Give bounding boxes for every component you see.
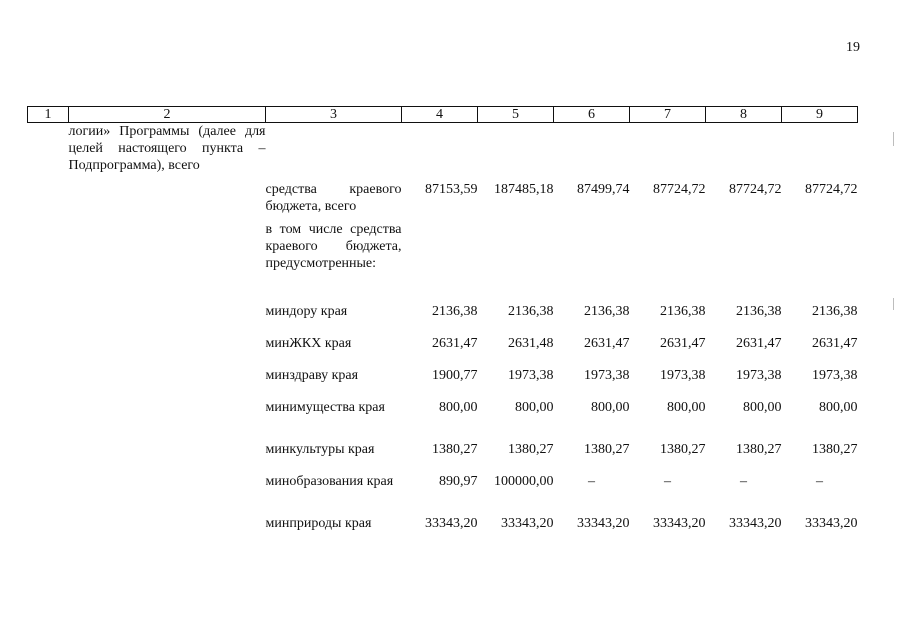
funding-source-label: в том числе средства краевого бюджета, предусмотренные: bbox=[265, 222, 402, 271]
value-cell: 33343,20 bbox=[729, 516, 782, 531]
value-cell: 2136,38 bbox=[432, 304, 478, 319]
value-cell: 2136,38 bbox=[736, 304, 782, 319]
value-cell: – bbox=[588, 474, 595, 489]
value-cell: 33343,20 bbox=[805, 516, 858, 531]
value-cell: 800,00 bbox=[515, 400, 554, 415]
value-cell: – bbox=[816, 474, 823, 489]
scan-artifact-mark bbox=[893, 132, 894, 146]
value-cell: 87499,74 bbox=[577, 182, 630, 197]
funding-source-label: средства краевого бюджета, всего bbox=[265, 182, 402, 214]
value-cell: 800,00 bbox=[591, 400, 630, 415]
column-number-cell: 4 bbox=[402, 107, 478, 123]
value-cell: 87153,59 bbox=[425, 182, 478, 197]
column-number-cell: 6 bbox=[554, 107, 630, 123]
value-cell: 87724,72 bbox=[653, 182, 706, 197]
column-number-cell: 2 bbox=[69, 107, 266, 123]
value-cell: 2631,48 bbox=[508, 336, 554, 351]
value-cell: 87724,72 bbox=[729, 182, 782, 197]
value-cell: 2136,38 bbox=[660, 304, 706, 319]
column-number-cell: 7 bbox=[630, 107, 706, 123]
value-cell: 1900,77 bbox=[432, 368, 478, 383]
table-row bbox=[28, 399, 858, 441]
funding-source-label: миндору края bbox=[265, 304, 348, 319]
table-row bbox=[28, 441, 858, 473]
value-cell: 33343,20 bbox=[501, 516, 554, 531]
column-number-cell: 9 bbox=[782, 107, 858, 123]
value-cell: 33343,20 bbox=[653, 516, 706, 531]
value-cell: 1380,27 bbox=[736, 442, 782, 457]
value-cell: – bbox=[740, 474, 747, 489]
value-cell: 1973,38 bbox=[660, 368, 706, 383]
budget-table bbox=[27, 106, 858, 547]
funding-source-label: минприроды края bbox=[265, 516, 372, 531]
value-cell: 1973,38 bbox=[736, 368, 782, 383]
column-number-cell: 8 bbox=[706, 107, 782, 123]
page-number: 19 bbox=[846, 40, 860, 55]
value-cell: 2136,38 bbox=[508, 304, 554, 319]
table-row bbox=[28, 473, 858, 515]
value-cell: 800,00 bbox=[819, 400, 858, 415]
table-row bbox=[28, 303, 858, 335]
column-number-cell: 5 bbox=[478, 107, 554, 123]
value-cell: 2136,38 bbox=[812, 304, 858, 319]
value-cell: 1973,38 bbox=[508, 368, 554, 383]
value-cell: 890,97 bbox=[439, 474, 478, 489]
value-cell: 1380,27 bbox=[432, 442, 478, 457]
value-cell: 87724,72 bbox=[805, 182, 858, 197]
table-row bbox=[28, 181, 858, 221]
value-cell: 1380,27 bbox=[584, 442, 630, 457]
table-row bbox=[28, 221, 858, 303]
value-cell: 2631,47 bbox=[584, 336, 630, 351]
value-cell: 1380,27 bbox=[812, 442, 858, 457]
funding-source-label: минЖКХ края bbox=[265, 336, 352, 351]
value-cell: 187485,18 bbox=[494, 182, 554, 197]
value-cell: 2631,47 bbox=[660, 336, 706, 351]
value-cell: 1380,27 bbox=[508, 442, 554, 457]
column-number-cell: 3 bbox=[266, 107, 402, 123]
value-cell: 2631,47 bbox=[432, 336, 478, 351]
value-cell: 33343,20 bbox=[425, 516, 478, 531]
value-cell: 800,00 bbox=[667, 400, 706, 415]
subprogram-name: логии» Программы (далее для целей настоящего пункта – Подпрограмма), всего bbox=[68, 124, 266, 173]
value-cell: 2631,47 bbox=[812, 336, 858, 351]
funding-source-label: минимущества края bbox=[265, 400, 385, 415]
value-cell: 1973,38 bbox=[812, 368, 858, 383]
value-cell: 800,00 bbox=[439, 400, 478, 415]
column-number-cell: 1 bbox=[28, 107, 69, 123]
value-cell: 33343,20 bbox=[577, 516, 630, 531]
scan-artifact-mark bbox=[893, 298, 894, 310]
column-number-row bbox=[28, 107, 858, 123]
value-cell: – bbox=[664, 474, 671, 489]
value-cell: 1973,38 bbox=[584, 368, 630, 383]
value-cell: 1380,27 bbox=[660, 442, 706, 457]
funding-source-label: минобразования края bbox=[265, 474, 394, 489]
value-cell: 2631,47 bbox=[736, 336, 782, 351]
value-cell: 2136,38 bbox=[584, 304, 630, 319]
table-row bbox=[28, 335, 858, 367]
table-row bbox=[28, 515, 858, 547]
value-cell: 800,00 bbox=[743, 400, 782, 415]
table-row bbox=[28, 123, 858, 182]
funding-source-label: минкультуры края bbox=[265, 442, 375, 457]
funding-source-label: минздраву края bbox=[265, 368, 359, 383]
value-cell: 100000,00 bbox=[494, 474, 554, 489]
table-row bbox=[28, 367, 858, 399]
